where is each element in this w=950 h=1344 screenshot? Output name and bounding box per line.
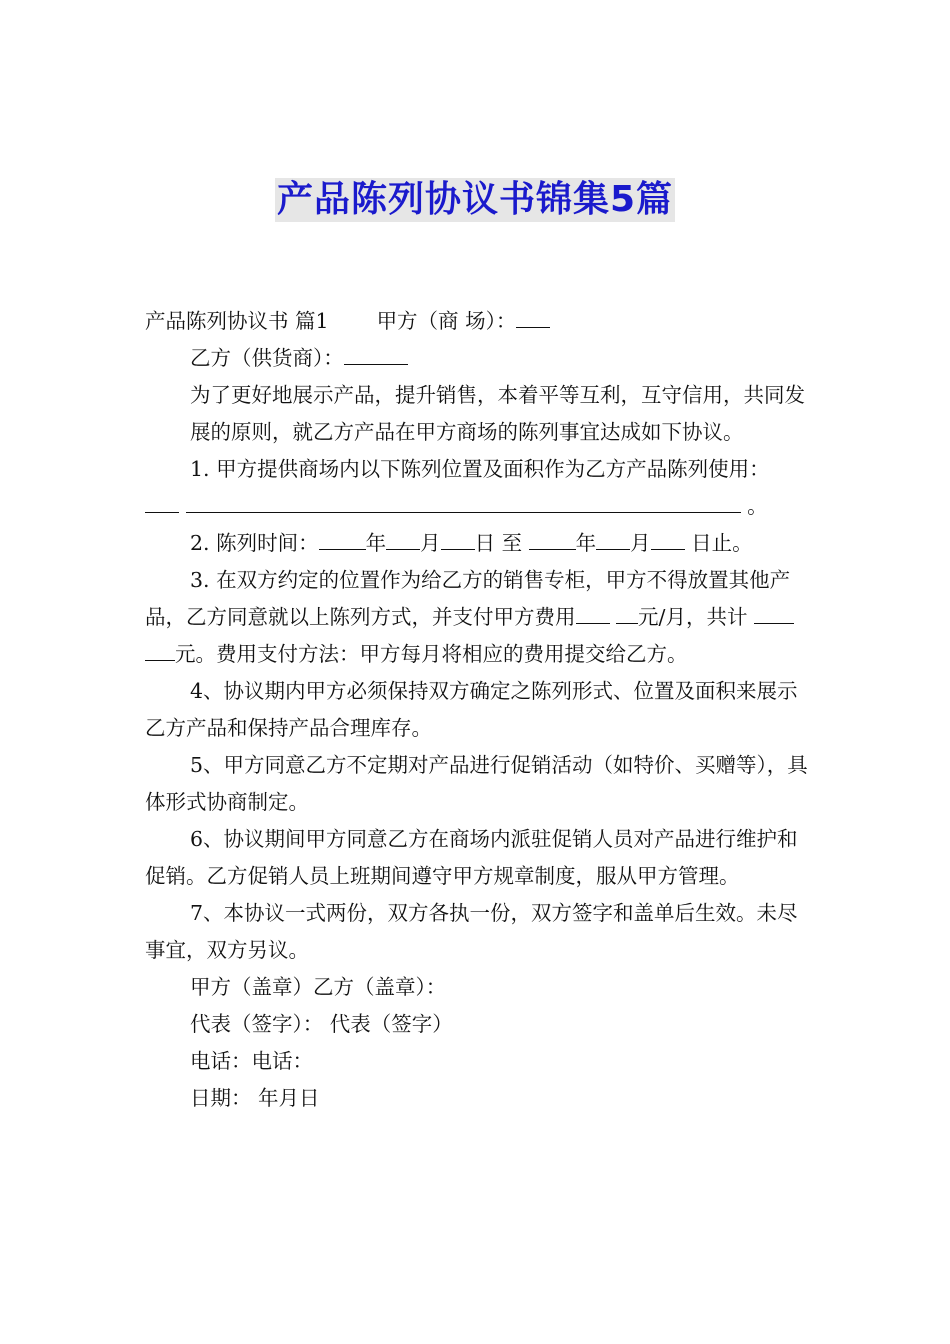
location-blank-b — [186, 490, 741, 513]
section-label: 产品陈列协议书 篇1 — [145, 309, 329, 333]
end-month-label: 月 — [630, 531, 651, 555]
clause-1: 1. 甲方提供商场内以下陈列位置及面积作为乙方产品陈列使用： — [190, 457, 770, 481]
clause-7: 7、本协议一式两份，双方各执一份，双方签字和盖单后生效。未尽事宜，双方另议。 — [145, 901, 798, 962]
clause-6: 6、协议期间甲方同意乙方在商场内派驻促销人员对产品进行维护和促销。乙方促销人员上班期间遵守甲方规章制度，服从甲方管理。 — [145, 827, 798, 888]
party-b-label: 乙方（供货商）： — [190, 346, 344, 370]
start-day-label: 日 至 — [474, 531, 523, 555]
start-year-label: 年 — [365, 531, 387, 555]
party-b-blank — [344, 342, 408, 365]
end-year-blank — [529, 527, 576, 550]
party-a-blank — [516, 305, 550, 328]
total-blank-b — [145, 638, 175, 661]
clause-1-blank-line — [145, 488, 813, 525]
start-day-blank — [441, 527, 475, 550]
end-day-blank — [651, 527, 685, 550]
signature-date-line: 日期： 年月日 — [190, 1086, 320, 1110]
paragraph-intro-cont: 展的原则，就乙方产品在甲方商场的陈列事宜达成如下协议。 — [190, 420, 744, 444]
signature-phone-line: 电话：电话： — [190, 1049, 313, 1073]
signature-rep-line: 代表（签字）： 代表（签字） — [190, 1012, 453, 1036]
end-month-blank — [596, 527, 630, 550]
period-mark: 。 — [747, 494, 768, 518]
fee-blank-b — [616, 601, 638, 624]
start-month-blank — [386, 527, 420, 550]
title-container — [0, 178, 950, 222]
party-a-label: 甲方（商 场）： — [376, 309, 517, 333]
total-blank-a — [754, 601, 794, 624]
end-day-label: 日止。 — [691, 531, 753, 555]
payment-method-text: 元。费用支付方法：甲方每月将相应的费用提交给乙方。 — [175, 642, 688, 666]
fee-blank-a — [576, 601, 610, 624]
start-year-blank — [319, 527, 366, 550]
clause-5: 5、甲方同意乙方不定期对产品进行促销活动（如特价、买赠等），具体形式协商制定。 — [145, 753, 808, 814]
signature-seal-line: 甲方（盖章）乙方（盖章）： — [190, 975, 447, 999]
start-month-label: 月 — [420, 531, 441, 555]
document-body — [145, 303, 813, 1117]
fee-unit-label: 元/月，共计 — [638, 605, 748, 629]
paragraph-intro: 为了更好地展示产品，提升销售，本着平等互利，互守信用，共同发 — [190, 383, 805, 407]
clause-3 — [145, 562, 813, 673]
clause-3-text: 3. 在双方约定的位置作为给乙方的销售专柜，甲方不得放置其他产品，乙方同意就以上陈列方式，并支付甲方费用 — [145, 568, 791, 629]
clause-2 — [145, 525, 813, 562]
clause-2-label: 2. 陈列时间： — [190, 531, 319, 555]
line-header — [145, 303, 813, 340]
end-year-label: 年 — [575, 531, 597, 555]
clause-4: 4、协议期内甲方必须保持双方确定之陈列形式、位置及面积来展示乙方产品和保持产品合理库存。 — [145, 679, 798, 740]
document-title: 产品陈列协议书锦集5篇 — [276, 179, 674, 220]
line-party-b — [145, 340, 813, 377]
location-blank-a — [145, 490, 179, 513]
